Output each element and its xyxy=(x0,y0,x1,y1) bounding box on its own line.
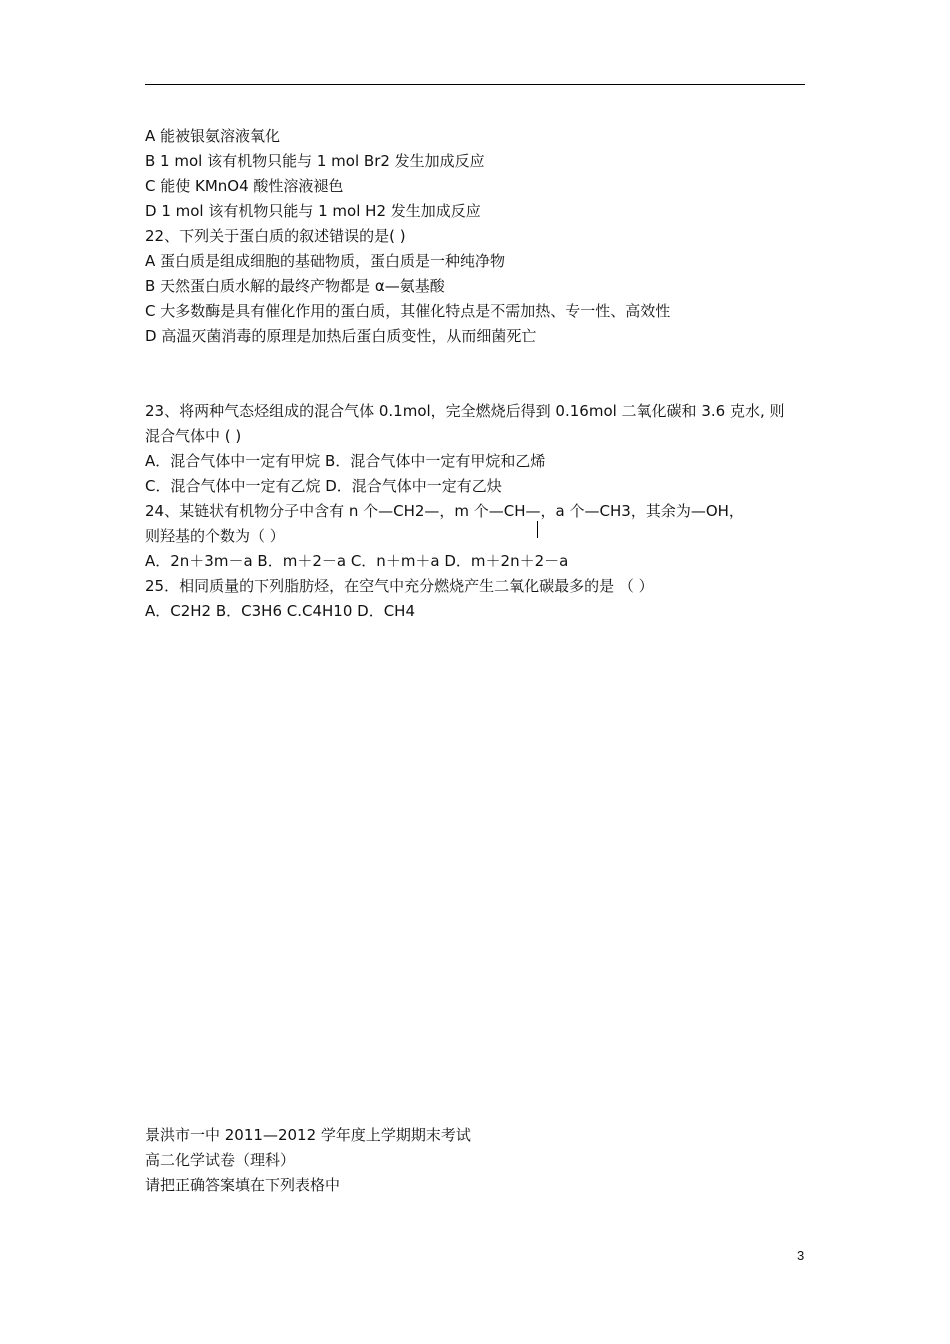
q21-option-a: A 能被银氨溶液氧化 xyxy=(145,127,281,145)
q22-option-d: D 高温灭菌消毒的原理是加热后蛋白质变性，从而细菌死亡 xyxy=(145,327,537,345)
page-number: 3 xyxy=(797,1248,805,1263)
header-rule xyxy=(145,84,805,85)
exam-subject-title: 高二化学试卷（理科） xyxy=(145,1151,296,1169)
q22-option-c: C 大多数酶是具有催化作用的蛋白质，其催化特点是不需加热、专一性、高效性 xyxy=(145,302,671,320)
q24-options: A．2n＋3m－a B．m＋2－a C．n＋m＋a D．m＋2n＋2－a xyxy=(145,552,569,570)
q21-option-c: C 能使 KMnO4 酸性溶液褪色 xyxy=(145,177,344,195)
q23-stem-line1: 23、将两种气态烃组成的混合气体 0.1mol，完全燃烧后得到 0.16mol 二氧化碳和 3.6 克水, 则 xyxy=(145,402,785,420)
q25-stem: 25．相同质量的下列脂肪烃，在空气中充分燃烧产生二氧化碳最多的是 （ ） xyxy=(145,577,654,595)
q25-options: A．C2H2 B．C3H6 C.C4H10 D．CH4 xyxy=(145,602,416,620)
q24-stem-line1: 24、某链状有机物分子中含有 n 个—CH2—，m 个—CH—，a 个—CH3，其余为—OH， xyxy=(145,502,744,520)
ch-branch-bond xyxy=(537,521,538,538)
q23-options-row2: C．混合气体中一定有乙烷 D．混合气体中一定有乙炔 xyxy=(145,477,502,495)
q22-stem: 22、下列关于蛋白质的叙述错误的是( ) xyxy=(145,227,406,245)
q22-option-a: A 蛋白质是组成细胞的基础物质，蛋白质是一种纯净物 xyxy=(145,252,506,270)
q23-stem-line2: 混合气体中 ( ) xyxy=(145,427,242,445)
q21-option-d: D 1 mol 该有机物只能与 1 mol H2 发生加成反应 xyxy=(145,202,481,220)
q24-stem-line2: 则羟基的个数为（ ） xyxy=(145,527,285,545)
q23-options-row1: A．混合气体中一定有甲烷 B．混合气体中一定有甲烷和乙烯 xyxy=(145,452,546,470)
exam-school-title: 景洪市一中 2011—2012 学年度上学期期末考试 xyxy=(145,1126,471,1144)
answer-instruction: 请把正确答案填在下列表格中 xyxy=(145,1176,341,1194)
q21-option-b: B 1 mol 该有机物只能与 1 mol Br2 发生加成反应 xyxy=(145,152,485,170)
q22-option-b: B 天然蛋白质水解的最终产物都是 α—氨基酸 xyxy=(145,277,445,295)
